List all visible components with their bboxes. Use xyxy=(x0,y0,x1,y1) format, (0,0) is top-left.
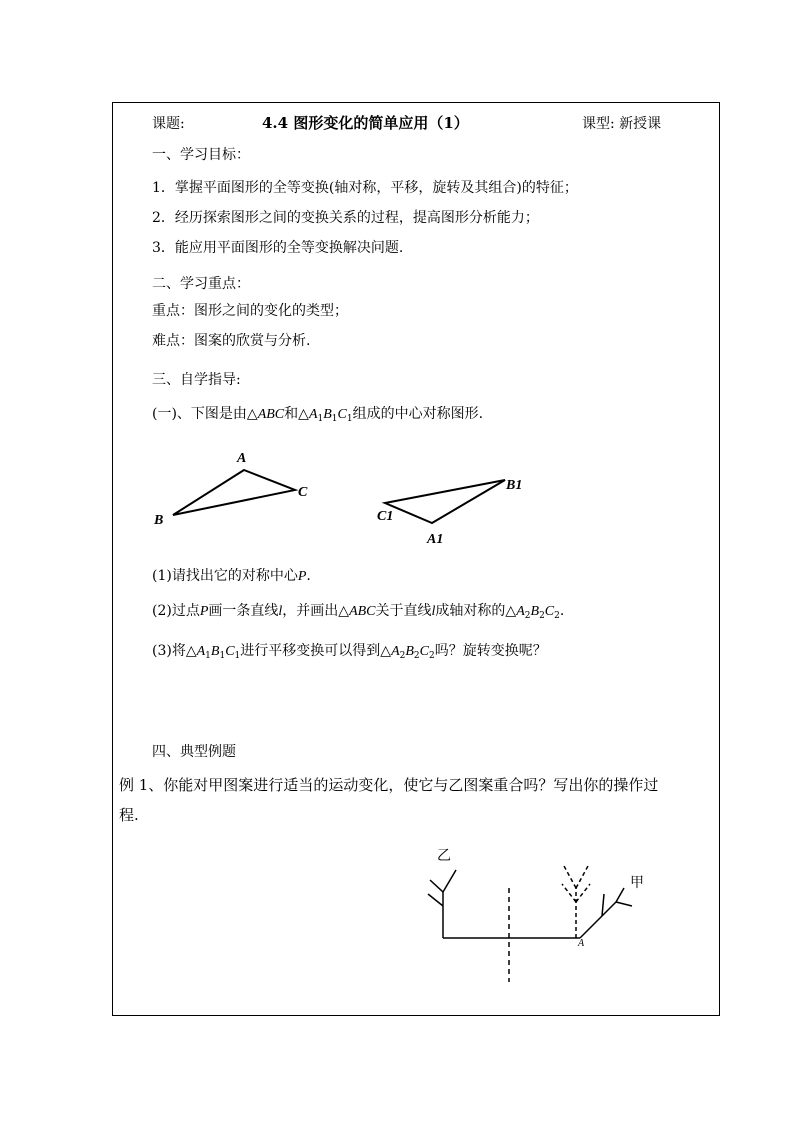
label-b1: B1 xyxy=(506,478,523,493)
triangle-a1b1c1 xyxy=(385,480,505,523)
triangle-abc xyxy=(173,470,295,515)
question-2: (2)过点P画一条直线l，并画出△ABC关于直线l成轴对称的$\triangle A_2B_2C_2$. xyxy=(152,603,565,621)
difficulty: 难点：图案的欣赏与分析. xyxy=(152,333,311,349)
triangles-figure xyxy=(140,440,540,550)
goal-item-1: 1．掌握平面图形的全等变换(轴对称，平移，旋转及其组合)的特征； xyxy=(152,180,578,196)
question-1: (1)请找出它的对称中心P. xyxy=(152,568,311,584)
jia-pattern xyxy=(580,888,632,938)
label-yi: 乙 xyxy=(437,849,451,864)
label-a1: A1 xyxy=(427,532,444,547)
section1-heading: 一、学习目标： xyxy=(152,147,250,163)
label-a: A xyxy=(237,451,247,466)
yi-pattern xyxy=(428,870,456,938)
section2-heading: 二、学习重点： xyxy=(152,276,250,292)
intro-line: (一)、下图是由△ABC和$\triangle A_1B_1C_1$组成的中心对称图形. xyxy=(152,406,484,424)
section3-heading: 三、自学指导: xyxy=(152,372,241,388)
dashed-pattern xyxy=(562,866,590,938)
label-c: C xyxy=(298,485,308,500)
label-jia: 甲 xyxy=(630,876,644,891)
question-3: (3)将$\triangle A_1B_1C_1$进行平移变换可以得到$\triangle A_2B_2C_2$吗？旋转变换呢？ xyxy=(152,643,547,661)
example-figure xyxy=(420,840,660,985)
goal-item-3: 3．能应用平面图形的全等变换解决问题. xyxy=(152,240,404,256)
label-b: B xyxy=(154,513,164,528)
key-point: 重点：图形之间的变化的类型； xyxy=(152,303,348,319)
page-title: 4.4 图形变化的简单应用（1） xyxy=(262,114,469,132)
topic-label: 课题: xyxy=(152,116,185,132)
label-point-a: A xyxy=(578,938,585,949)
label-c1: C1 xyxy=(377,509,394,524)
example-line-1: 例 1、你能对甲图案进行适当的运动变化，使它与乙图案重合吗？写出你的操作过 xyxy=(119,776,659,794)
example-line-2: 程. xyxy=(119,806,139,824)
section4-heading: 四、典型例题 xyxy=(152,744,236,760)
lesson-type: 课型: 新授课 xyxy=(582,116,662,132)
goal-item-2: 2．经历探索图形之间的变换关系的过程，提高图形分析能力； xyxy=(152,210,539,226)
